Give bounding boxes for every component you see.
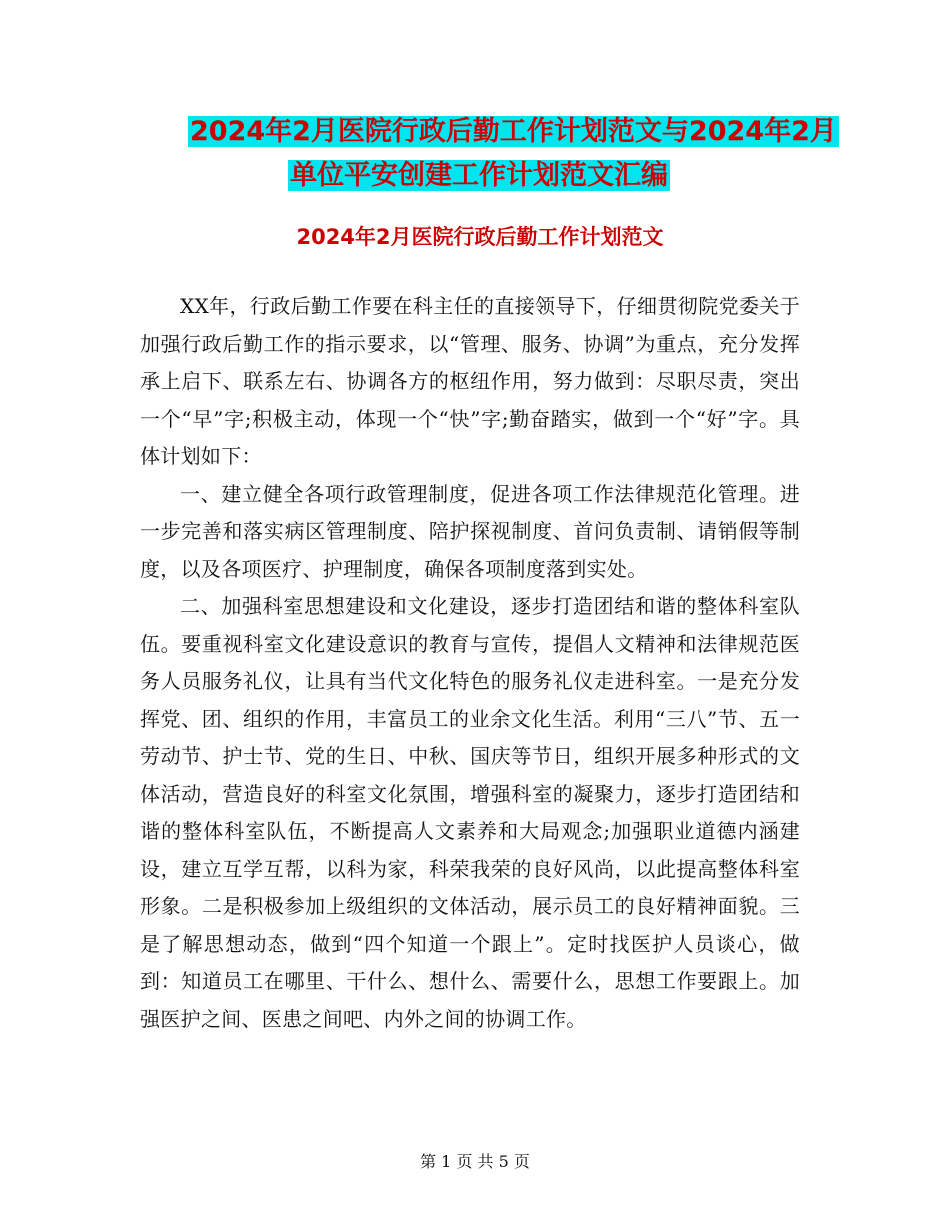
document-title-line-2 [140,154,820,198]
document-title [140,110,837,198]
paragraph-intro: XX年，行政后勤工作要在科主任的直接领导下，仔细贯彻院党委关于加强行政后勤工作的指示要求，以“管理、服务、协调”为重点，充分发挥承上启下、联系左右、协调各方的枢纽作用，努力做到：尽职尽责，突出一个“早”字;积极主动，体现一个“快”字;勤奋踏实，做到一个“好”字。具体计划如下： [140,294,800,468]
page-footer: 第 1 页 共 5 页 [420,1152,530,1171]
document-body [140,288,800,1038]
paragraph-item-1: 一、建立健全各项行政管理制度，促进各项工作法律规范化管理。进一步完善和落实病区管理制度、陪护探视制度、首问负责制、请销假等制度，以及各项医疗、护理制度，确保各项制度落到实处。 [140,481,800,581]
title-highlight: 单位平安创建工作计划范文汇编 [290,160,668,191]
document-title-line-1 [140,110,837,154]
paragraph-item-2: 二、加强科室思想建设和文化建设，逐步打造团结和谐的整体科室队伍。要重视科室文化建设意识的教育与宣传，提倡人文精神和法律规范医务人员服务礼仪，让具有当代文化特色的服务礼仪走进科室。一是充分发挥党、团、组织的作用，丰富员工的业余文化生活。利用“三八”节、五一劳动节、护士节、党的生日、中秋、国庆等节日，组织开展多种形式的文体活动，营造良好的科室文化氛围，增强科室的凝聚力，逐步打造团结和谐的整体科室队伍，不断提高人文素养和大局观念;加强职业道德内涵建设，建立互学互帮，以科为家，科荣我荣的良好风尚，以此提高整体科室形象。二是积极参加上级组织的文体活动，展示员工的良好精神面貌。三是了解思想动态，做到“四个知道一个跟上”。定时找医护人员谈心，做到：知道员工在哪里、干什么、想什么、需要什么，思想工作要跟上。加强医护之间、医患之间吧、内外之间的协调工作。 [140,594,800,1031]
title-highlight: 2024年2月医院行政后勤工作计划范文与2024年2月 [190,116,837,147]
section-title: 2024年2月医院行政后勤工作计划范文 [296,225,664,249]
